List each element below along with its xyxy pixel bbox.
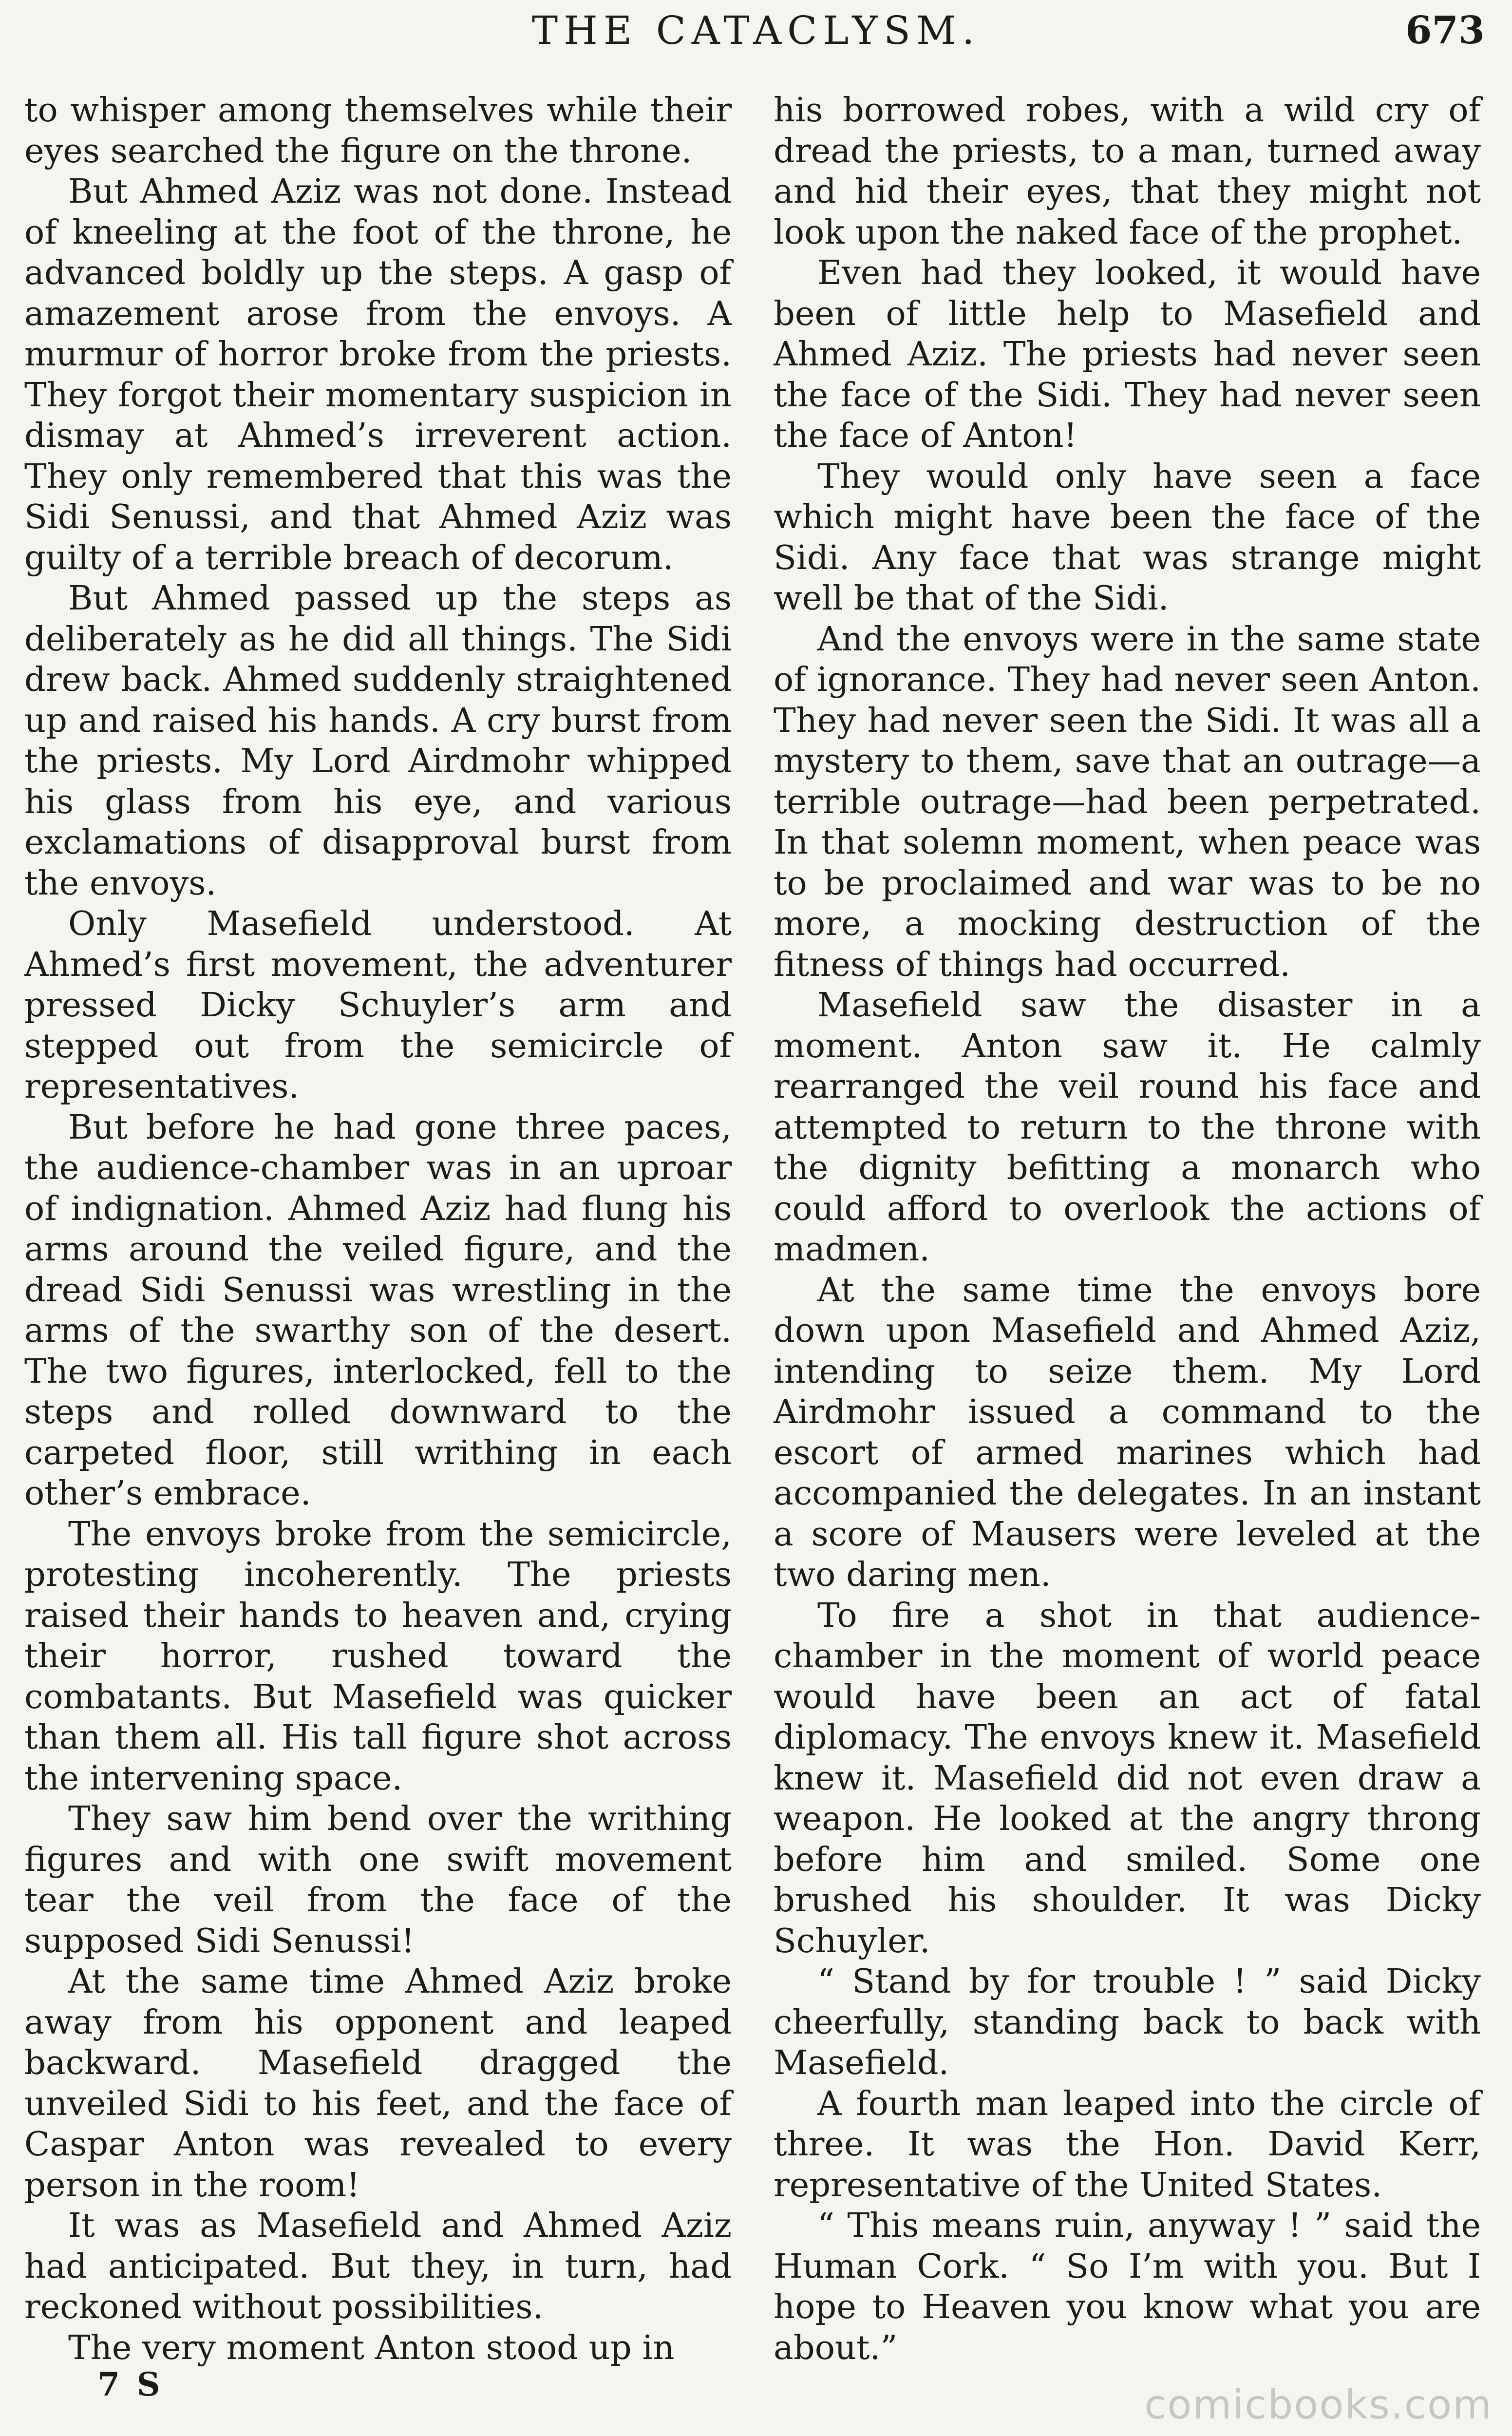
- paragraph: Only Masefield understood. At Ahmed’s first movement, the adventurer pressed Dicky Schuyler’s arm and stepped out from the semicircle of representatives.: [24, 904, 732, 1106]
- paragraph: But Ahmed passed up the steps as deliberately as he did all things. The Sidi drew back. Ahmed suddenly straightened up and raised his hands. A cry burst from the priests. My Lord Airdmohr whipped his glass from his eye, and various exclamations of disapproval burst from the envoys.: [24, 579, 732, 903]
- paragraph: The very moment Anton stood up in: [68, 2328, 675, 2367]
- paragraph: to whisper among themselves while their eyes searched the figure on the throne.: [24, 91, 732, 171]
- left-column: [24, 90, 732, 2368]
- paragraph: At the same time Ahmed Aziz broke away from his opponent and leaped backward. Masefield dragged the unveiled Sidi to his feet, and the face of Caspar Anton was revealed to every person in the room!: [24, 1962, 732, 2205]
- paragraph: Masefield saw the disaster in a moment. Anton saw it. He calmly rearranged the veil round his face and attempted to return to the throne with the dignity befitting a monarch who could afford to overlook the actions of madmen.: [774, 986, 1481, 1269]
- paragraph: But before he had gone three paces, the audience-chamber was in an uproar of indignation. Ahmed Aziz had flung his arms around the veiled figure, and the dread Sidi Senussi was wrestling in the arms of the swarthy son of the desert. The two figures, interlocked, fell to the steps and rolled downward to the carpeted floor, still writhing in each other’s embrace.: [24, 1107, 732, 1513]
- paragraph: They would only have seen a face which might have been the face of the Sidi. Any face that was strange might well be that of the Sidi.: [774, 457, 1481, 618]
- paragraph: The envoys broke from the semicircle, protesting incoherently. The priests raised their hands to heaven and, crying their horror, rushed toward the combatants. But Masefield was quicker than them all. His tall figure shot across the intervening space.: [24, 1514, 732, 1798]
- paragraph: “ Stand by for trouble ! ” said Dicky cheerfully, standing back to back with Masefield.: [774, 1962, 1481, 2082]
- page-number: 673: [1405, 8, 1485, 53]
- paragraph: At the same time the envoys bore down upon Masefield and Ahmed Aziz, intending to seize them. My Lord Airdmohr issued a command to the escort of armed marines which had accompanied the delegates. In an instant a score of Mausers were leveled at the two daring men.: [774, 1270, 1481, 1594]
- paragraph: To fire a shot in that audience-chamber in the moment of world peace would have been an act of fatal diplomacy. The envoys knew it. Masefield knew it. Masefield did not even draw a weapon. He looked at the angry throng before him and smiled. Some one brushed his shoulder. It was Dicky Schuyler.: [774, 1596, 1481, 1960]
- paragraph: They saw him bend over the writhing figures and with one swift movement tear the veil from the face of the supposed Sidi Senussi!: [24, 1799, 732, 1960]
- paragraph: “ This means ruin, anyway ! ” said the Human Cork. “ So I’m with you. But I hope to Heaven you know what you are about.”: [774, 2206, 1481, 2367]
- paragraph: And the envoys were in the same state of ignorance. They had never seen Anton. They had never seen the Sidi. It was all a mystery to them, save that an outrage—a terrible outrage—had been perpetrated. In that solemn moment, when peace was to be proclaimed and war was to be no more, a mocking destruction of the fitness of things had occurred.: [774, 619, 1481, 984]
- page-header: [0, 0, 1512, 73]
- right-column: [774, 90, 1481, 2368]
- running-title: THE CATACLYSM.: [531, 8, 981, 53]
- paragraph: But Ahmed Aziz was not done. Instead of kneeling at the foot of the throne, he advanced boldly up the steps. A gasp of amazement arose from the envoys. A murmur of horror broke from the priests. They forgot their momentary suspicion in dismay at Ahmed’s irreverent action. They only remembered that this was the Sidi Senussi, and that Ahmed Aziz was guilty of a terrible breach of decorum.: [24, 172, 732, 577]
- paragraph: Even had they looked, it would have been of little help to Masefield and Ahmed Aziz. The priests had never seen the face of the Sidi. They had never seen the face of Anton!: [774, 253, 1481, 455]
- watermark: comicbooks.com: [1144, 2382, 1493, 2428]
- paragraph: his borrowed robes, with a wild cry of dread the priests, to a man, turned away and hid their eyes, that they might not look upon the naked face of the prophet.: [774, 91, 1481, 252]
- paragraph: It was as Masefield and Ahmed Aziz had anticipated. But they, in turn, had reckoned without possibilities.: [24, 2206, 732, 2326]
- signature-mark: 7 S: [97, 2365, 163, 2403]
- paragraph: A fourth man leaped into the circle of three. It was the Hon. David Kerr, representative of the United States.: [774, 2084, 1481, 2205]
